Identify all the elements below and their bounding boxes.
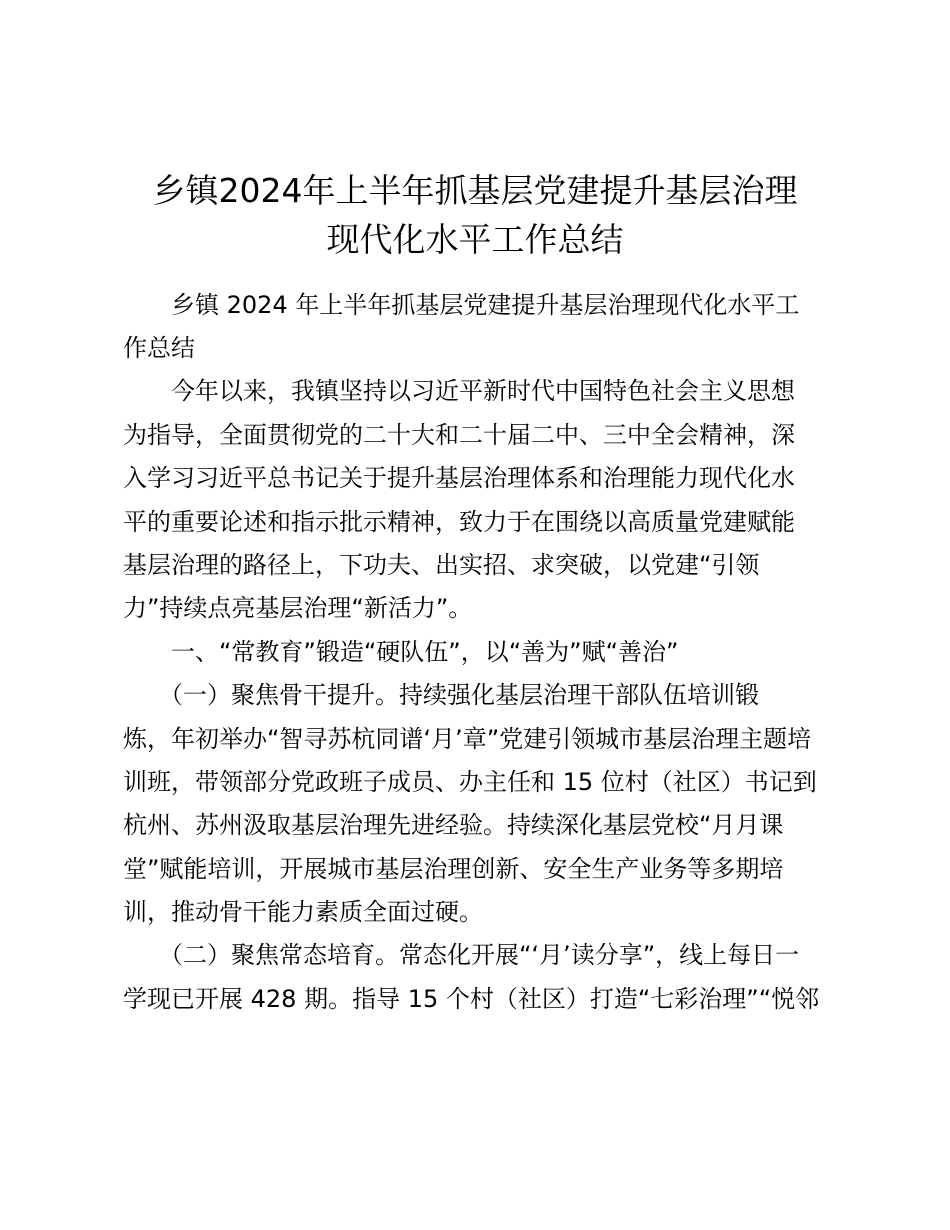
body-line-16: （二）聚焦常态培育。常态化开展“‘月’读分享”，线上每日一 <box>123 941 800 969</box>
body-line-10: （一）聚焦骨干提升。持续强化基层治理干部队伍培训锻 <box>123 681 759 709</box>
body-line-7: 基层治理的路径上，下功夫、出实招、求突破，以党建“引领 <box>123 551 760 579</box>
body-line-14: 堂”赋能培训，开展城市基层治理创新、安全生产业务等多期培 <box>123 855 784 883</box>
body-line-4: 为指导，全面贯彻党的二十大和二十届二中、三中全会精神，深 <box>123 421 795 449</box>
body-line-12: 训班，带领部分党政班子成员、办主任和 15 位村（社区）书记到 <box>123 768 817 796</box>
body-line-15: 训，推动骨干能力素质全面过硬。 <box>123 898 483 926</box>
body-line-5: 入学习习近平总书记关于提升基层治理体系和治理能力现代化水 <box>123 464 795 492</box>
body-line-13: 杭州、苏州汲取基层治理先进经验。持续深化基层党校“月月课 <box>123 811 784 839</box>
body-line-1: 乡镇 2024 年上半年抓基层党建提升基层治理现代化水平工 <box>123 291 800 319</box>
body-line-17: 学现已开展 428 期。指导 15 个村（社区）打造“七彩治理”“悦邻 <box>123 985 820 1013</box>
body-line-6: 平的重要论述和指示批示精神，致力于在围绕以高质量党建赋能 <box>123 508 795 536</box>
body-line-11: 炼，年初举办“智寻苏杭同谱‘月’章”党建引领城市基层治理主题培 <box>123 725 812 753</box>
body-line-2: 作总结 <box>123 334 195 362</box>
body-line-3: 今年以来，我镇坚持以习近平新时代中国特色社会主义思想 <box>123 377 795 405</box>
body-line-8: 力”持续点亮基层治理“新活力”。 <box>123 594 473 622</box>
section-heading-1: 一、“常教育”锻造“硬队伍”，以“善为”赋“善治” <box>123 638 679 666</box>
document-title-line-2: 现代化水平工作总结 <box>326 220 624 259</box>
document-title-line-1: 乡镇2024年上半年抓基层党建提升基层治理 <box>152 171 798 210</box>
